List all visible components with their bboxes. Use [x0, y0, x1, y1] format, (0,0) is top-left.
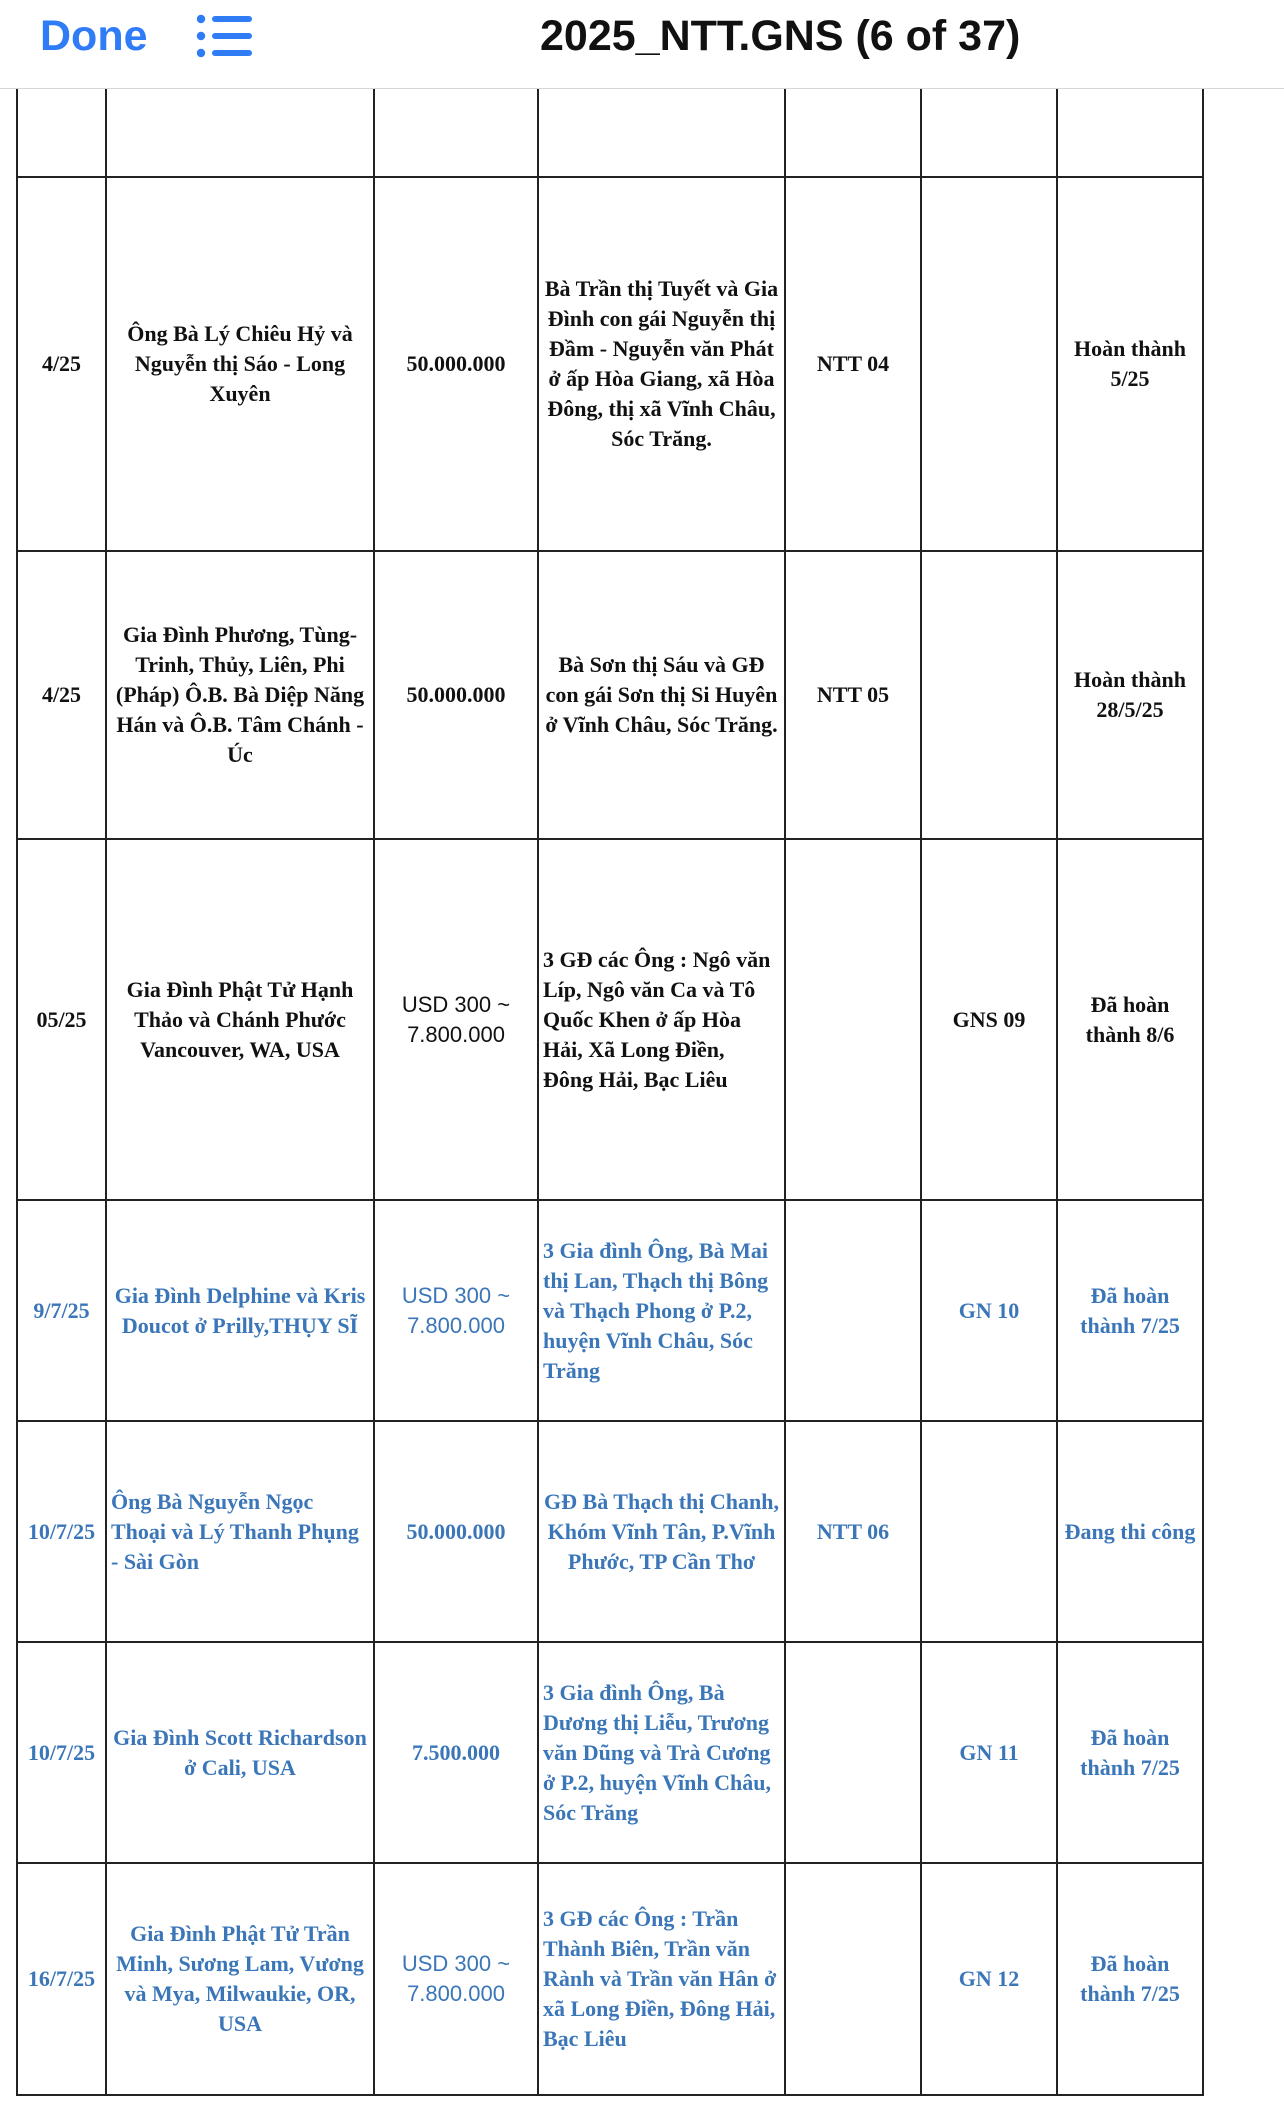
status-cell: Đã hoàn thành 7/25 [1057, 1200, 1203, 1421]
code2-cell: GN 11 [921, 1642, 1057, 1863]
recipient-cell: 3 Gia đình Ông, Bà Dương thị Liễu, Trương văn Dũng và Trà Cương ở P.2, huyện Vĩnh Châu, Sóc Trăng [538, 1642, 785, 1863]
date-cell: 05/25 [17, 839, 106, 1200]
table-row [17, 1863, 1203, 2095]
amount-cell: 50.000.000 [374, 177, 538, 551]
code2-cell: GN 12 [921, 1863, 1057, 2095]
code2-cell [921, 177, 1057, 551]
status-cell: Đã hoàn thành 7/25 [1057, 1642, 1203, 1863]
amount-cell: 7.500.000 [374, 1642, 538, 1863]
amount-cell: USD 300 ~ 7.800.000 [374, 839, 538, 1200]
code2-cell [921, 551, 1057, 839]
amount-cell [374, 88, 538, 177]
table-row [17, 1200, 1203, 1421]
date-cell: 4/25 [17, 551, 106, 839]
table-row [17, 177, 1203, 551]
recipient-cell [538, 88, 785, 177]
code-cell [785, 1200, 921, 1421]
status-cell: Đã hoàn thành 7/25 [1057, 1863, 1203, 2095]
date-cell: 10/7/25 [17, 1421, 106, 1642]
code-cell [785, 1863, 921, 2095]
donor-cell: Ông Bà Lý Chiêu Hỷ và Nguyễn thị Sáo - Long Xuyên [106, 177, 374, 551]
status-cell: Đang thi công [1057, 1421, 1203, 1642]
donation-table [16, 88, 1204, 2096]
donor-cell: Gia Đình Phật Tử Trần Minh, Sương Lam, Vương và Mya, Milwaukie, OR, USA [106, 1863, 374, 2095]
document-page[interactable] [0, 88, 1284, 2108]
code2-cell [921, 88, 1057, 177]
code-cell: NTT 05 [785, 551, 921, 839]
code-cell [785, 839, 921, 1200]
amount-cell: 50.000.000 [374, 1421, 538, 1642]
amount-cell: USD 300 ~ 7.800.000 [374, 1200, 538, 1421]
donor-cell: Gia Đình Scott Richardson ở Cali, USA [106, 1642, 374, 1863]
page-margin [1268, 88, 1284, 2108]
recipient-cell: 3 Gia đình Ông, Bà Mai thị Lan, Thạch thị Bông và Thạch Phong ở P.2, huyện Vĩnh Châu, Sóc Trăng [538, 1200, 785, 1421]
date-cell [17, 88, 106, 177]
list-icon[interactable] [196, 14, 254, 58]
table-row [17, 1421, 1203, 1642]
table-row [17, 839, 1203, 1200]
date-cell: 4/25 [17, 177, 106, 551]
recipient-cell: Bà Trần thị Tuyết và Gia Đình con gái Nguyễn thị Đầm - Nguyễn văn Phát ở ấp Hòa Giang, xã Hòa Đông, thị xã Vĩnh Châu, Sóc Trăng. [538, 177, 785, 551]
amount-cell: 50.000.000 [374, 551, 538, 839]
amount-cell: USD 300 ~ 7.800.000 [374, 1863, 538, 2095]
code2-cell: GN 10 [921, 1200, 1057, 1421]
status-cell: Đã hoàn thành 8/6 [1057, 839, 1203, 1200]
status-cell: Hoàn thành 28/5/25 [1057, 551, 1203, 839]
code-cell [785, 1642, 921, 1863]
donor-cell: Gia Đình Phương, Tùng-Trinh, Thủy, Liên, Phi (Pháp) Ô.B. Bà Diệp Năng Hán và Ô.B. Tâm Chánh - Úc [106, 551, 374, 839]
recipient-cell: 3 GĐ các Ông : Trần Thành Biên, Trần văn Rành và Trần văn Hân ở xã Long Điền, Đông Hải, Bạc Liêu [538, 1863, 785, 2095]
viewer-toolbar [0, 0, 1284, 89]
date-cell: 9/7/25 [17, 1200, 106, 1421]
donor-cell: Gia Đình Phật Tử Hạnh Thảo và Chánh Phước Vancouver, WA, USA [106, 839, 374, 1200]
document-title: 2025_NTT.GNS (6 of 37) [540, 12, 1021, 60]
table-row [17, 551, 1203, 839]
recipient-cell: GĐ Bà Thạch thị Chanh, Khóm Vĩnh Tân, P.Vĩnh Phước, TP Cần Thơ [538, 1421, 785, 1642]
done-button[interactable]: Done [40, 12, 148, 60]
donor-cell: Gia Đình Delphine và Kris Doucot ở Prilly,THỤY SĨ [106, 1200, 374, 1421]
recipient-cell: 3 GĐ các Ông : Ngô văn Líp, Ngô văn Ca và Tô Quốc Khen ở ấp Hòa Hải, Xã Long Điền, Đông Hải, Bạc Liêu [538, 839, 785, 1200]
code2-cell [921, 1421, 1057, 1642]
date-cell: 16/7/25 [17, 1863, 106, 2095]
code-cell [785, 88, 921, 177]
table-row [17, 1642, 1203, 1863]
donor-cell: Ông Bà Nguyễn Ngọc Thoại và Lý Thanh Phụng - Sài Gòn [106, 1421, 374, 1642]
table-row [17, 88, 1203, 177]
code-cell: NTT 04 [785, 177, 921, 551]
code-cell: NTT 06 [785, 1421, 921, 1642]
date-cell: 10/7/25 [17, 1642, 106, 1863]
recipient-cell: Bà Sơn thị Sáu và GĐ con gái Sơn thị Si Huyên ở Vĩnh Châu, Sóc Trăng. [538, 551, 785, 839]
code2-cell: GNS 09 [921, 839, 1057, 1200]
donor-cell [106, 88, 374, 177]
status-cell [1057, 88, 1203, 177]
status-cell: Hoàn thành 5/25 [1057, 177, 1203, 551]
